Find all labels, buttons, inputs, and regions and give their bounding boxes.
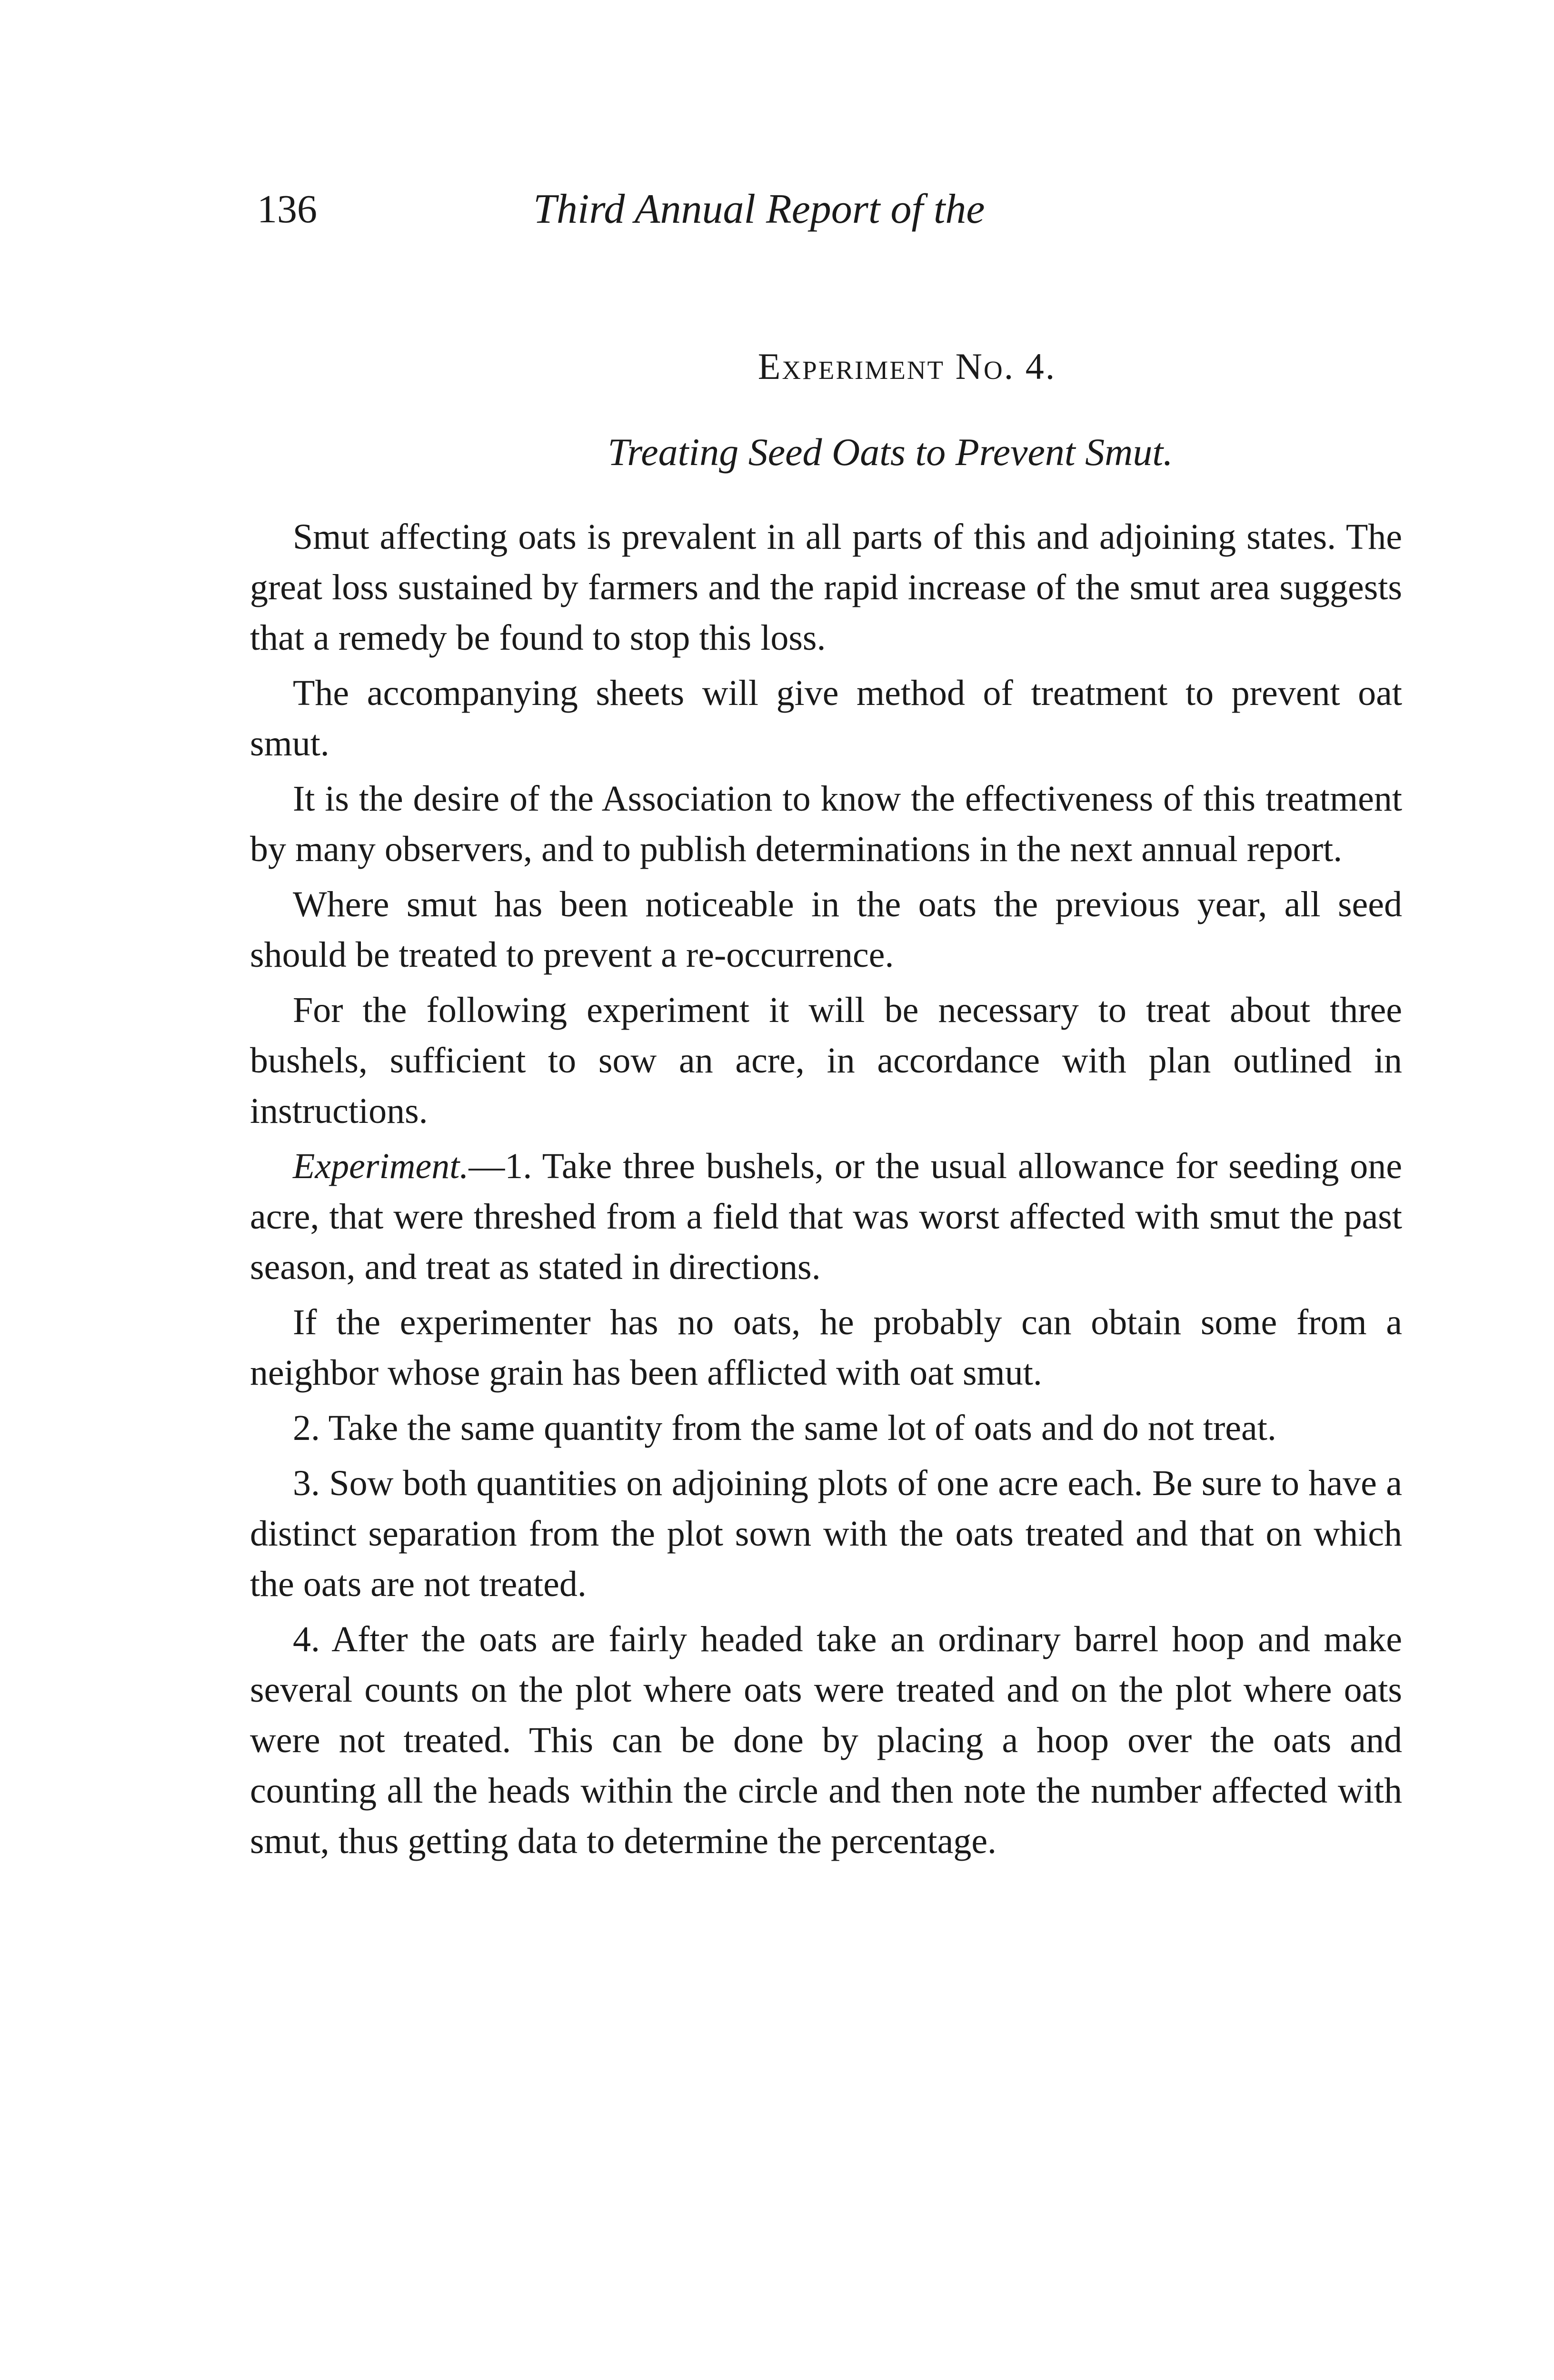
experiment-title: Experiment No. 4. xyxy=(757,346,1056,387)
experiment-label: Experiment. xyxy=(293,1146,469,1186)
paragraph-step-2: 2. Take the same quantity from the same lot of oats and do not treat. xyxy=(293,1408,1276,1448)
paragraph-three-bushels: For the following experiment it will be necessary to treat about three bushels, sufficient to sow an acre, in accordance with plan outlined in instructions. xyxy=(250,990,1402,1131)
paragraph-step-1 xyxy=(250,1141,1402,1292)
paragraph-association-desire: It is the desire of the Association to know the effectiveness of this treatment by many observers, and to publish determinations in the next annual report. xyxy=(250,779,1402,869)
page-number: 136 xyxy=(257,187,317,231)
running-head xyxy=(257,181,1400,238)
paragraph-step-4: 4. After the oats are fairly headed take an ordinary barrel hoop and make several counts on the plot where oats were treated and on the plot where oats were not treated. This can be done by placing a hoop over the oats and counting all the heads within the circle and then note the number affected with smut, thus getting data to determine the percentage. xyxy=(250,1619,1402,1861)
experiment-subtitle: Treating Seed Oats to Prevent Smut. xyxy=(608,430,1173,474)
paragraph-step-3: 3. Sow both quantities on adjoining plots of one acre each. Be sure to have a distinct separation from the plot sown with the oats treated and that on which the oats are not treated. xyxy=(250,1463,1402,1604)
paragraph-smut-prevalence: Smut affecting oats is prevalent in all parts of this and adjoining states. The great loss sustained by farmers and the rapid increase of the smut area suggests that a remedy be found to stop this loss. xyxy=(250,517,1402,658)
running-title: Third Annual Report of the xyxy=(533,186,985,232)
step-1-text: —1. Take three bushels, or the usual allowance for seeding one acre, that were threshed from a field that was worst affected with smut the past season, and treat as stated in directions. xyxy=(250,1146,1402,1287)
paragraph-experimenter-note: If the experimenter has no oats, he probably can obtain some from a neighbor whose grain has been afflicted with oat smut. xyxy=(250,1302,1402,1393)
paragraph-accompanying-sheets: The accompanying sheets will give method of treatment to prevent oat smut. xyxy=(250,673,1402,764)
body-text xyxy=(250,512,1402,1871)
paragraph-previous-year: Where smut has been noticeable in the oats the previous year, all seed should be treated to prevent a re-occurrence. xyxy=(250,884,1402,975)
